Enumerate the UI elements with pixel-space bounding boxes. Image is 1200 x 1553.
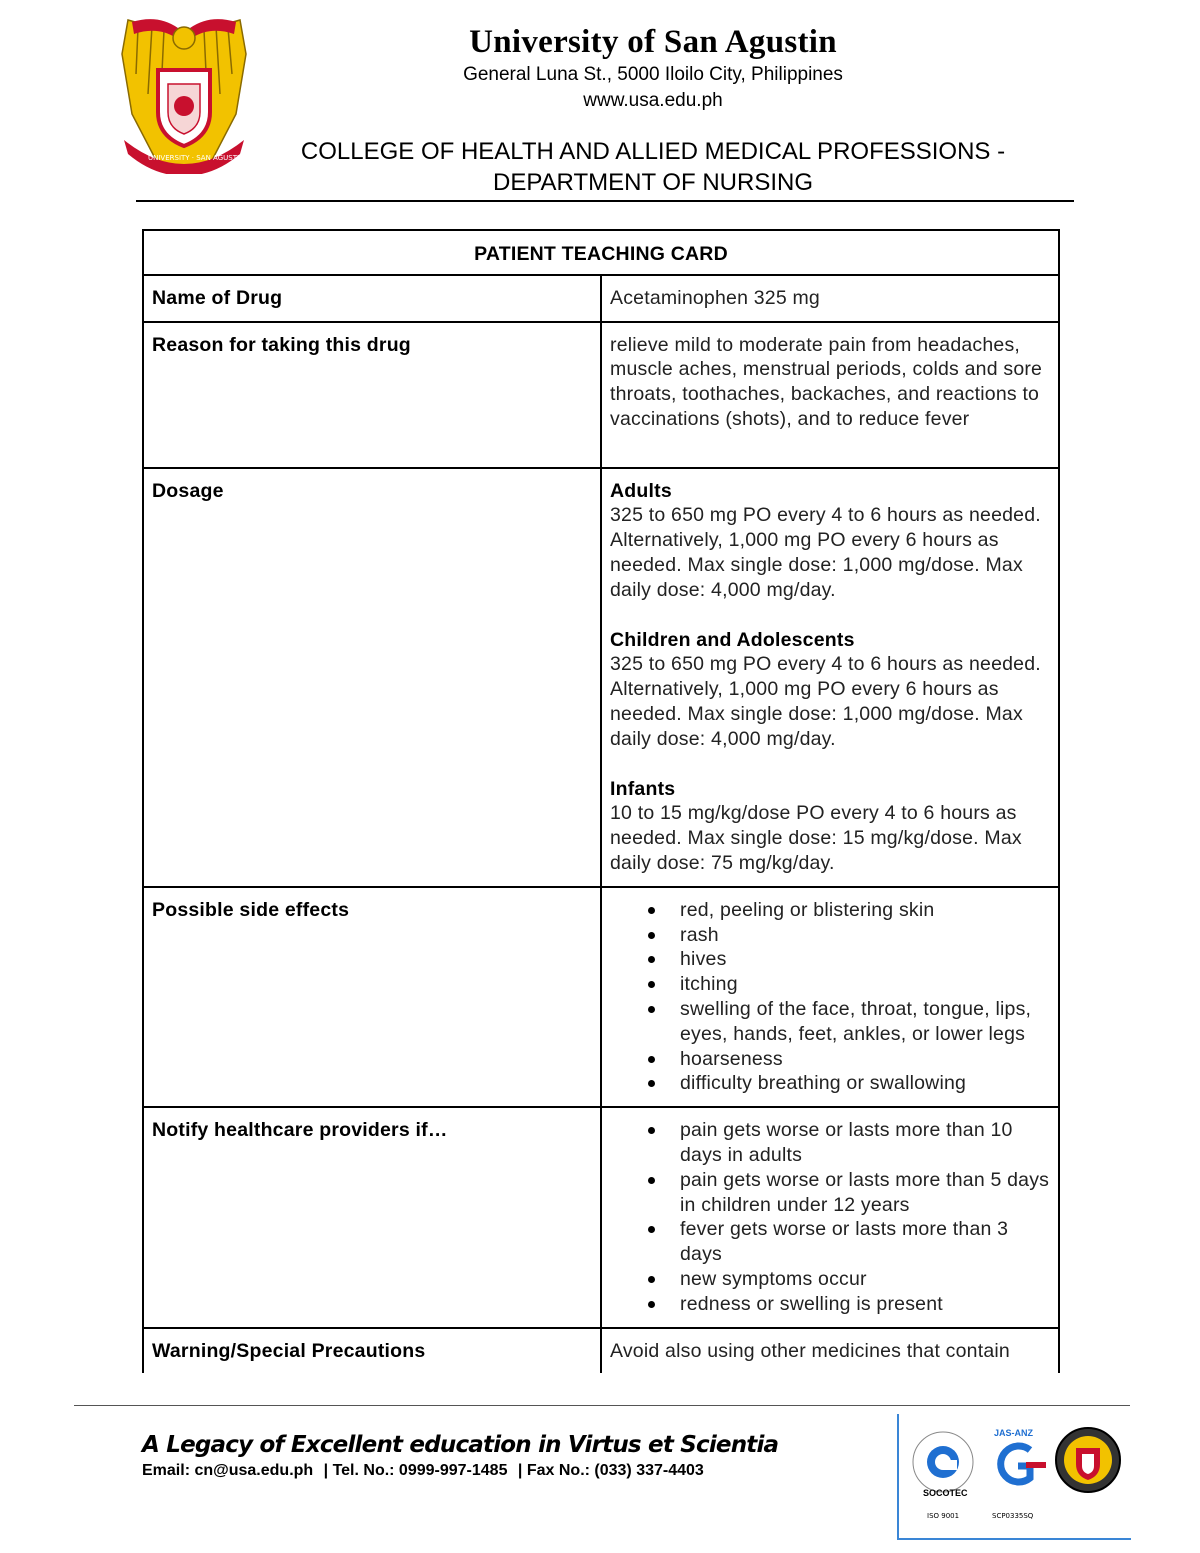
list-item: itching (680, 972, 1050, 997)
notify-row (143, 1107, 1059, 1327)
notify-list (610, 1118, 1050, 1316)
footer-motto: A Legacy of Excellent education in Virtus et Scientia (142, 1432, 779, 1458)
list-item: pain gets worse or lasts more than 10 days in adults (680, 1118, 1050, 1168)
dosage-infants-heading: Infants (610, 777, 676, 800)
footer-tel: | Tel. No.: 0999-997-1485 (323, 1462, 508, 1479)
header-divider (136, 200, 1074, 202)
footer-divider (74, 1405, 1130, 1406)
university-address: General Luna St., 5000 Iloilo City, Philippines (463, 64, 843, 85)
side-effects-value (601, 887, 1059, 1107)
list-item: redness or swelling is present (680, 1292, 1050, 1317)
college-line-1: COLLEGE OF HEALTH AND ALLIED MEDICAL PROFESSIONS - (300, 138, 1006, 165)
university-name: University of San Agustin (469, 24, 837, 60)
dosage-row (143, 468, 1059, 887)
dosage-adults-text: 325 to 650 mg PO every 4 to 6 hours as needed. Alternatively, 1,000 mg PO every 6 hours as needed. Max single dose: 1,000 mg/dose. Max daily dose: 4,000 mg/day. (610, 504, 1041, 601)
side-effects-list (610, 898, 1050, 1096)
warning-label: Warning/Special Precautions (143, 1328, 601, 1374)
socotec-label: SOCOTEC (923, 1488, 968, 1498)
dosage-value (601, 468, 1059, 887)
warning-row (143, 1328, 1059, 1374)
card-title-row (143, 230, 1059, 275)
socotec-cert-logo (905, 1424, 981, 1524)
reason-label: Reason for taking this drug (143, 322, 601, 468)
notify-label: Notify healthcare providers if… (143, 1107, 601, 1327)
patient-teaching-card (142, 229, 1060, 1373)
dosage-children-heading: Children and Adolescents (610, 628, 855, 651)
college-seal-logo (1054, 1422, 1122, 1498)
list-item: hives (680, 947, 1050, 972)
dosage-label: Dosage (143, 468, 601, 887)
side-effects-label: Possible side effects (143, 887, 601, 1107)
drug-value: Acetaminophen 325 mg (601, 275, 1059, 322)
jas-anz-label: JAS-ANZ (994, 1428, 1034, 1438)
cert-code-label: SCP0335SQ (992, 1512, 1034, 1520)
list-item: rash (680, 923, 1050, 948)
dosage-adults-heading: Adults (610, 479, 672, 502)
university-website[interactable]: www.usa.edu.ph (583, 90, 723, 111)
list-item: red, peeling or blistering skin (680, 898, 1050, 923)
list-item: pain gets worse or lasts more than 5 days in children under 12 years (680, 1168, 1050, 1216)
footer-email[interactable]: Email: cn@usa.edu.ph (142, 1462, 314, 1479)
drug-row (143, 275, 1059, 322)
jas-anz-cert-logo (990, 1426, 1052, 1522)
list-item: hoarseness (680, 1047, 1050, 1072)
college-line-2: DEPARTMENT OF NURSING (492, 169, 814, 196)
logo-banner-text: UNIVERSITY · SAN AGUSTIN (148, 154, 245, 162)
reason-value: relieve mild to moderate pain from headaches, muscle aches, menstrual periods, colds and sore throats, toothaches, backaches, and reactions to vaccinations (shots), and to reduce fever (601, 322, 1059, 468)
list-item: swelling of the face, throat, tongue, lips, eyes, hands, feet, ankles, or lower legs (680, 997, 1050, 1047)
footer-fax: | Fax No.: (033) 337-4403 (517, 1462, 704, 1479)
dosage-children-text: 325 to 650 mg PO every 4 to 6 hours as needed. Alternatively, 1,000 mg PO every 6 hours as needed. Max single dose: 1,000 mg/dose. Max daily dose: 4,000 mg/day. (610, 653, 1041, 750)
warning-value: Avoid also using other medicines that contain (601, 1328, 1059, 1374)
notify-value (601, 1107, 1059, 1327)
iso-label: ISO 9001 (927, 1512, 960, 1520)
footer-contact (142, 1462, 710, 1480)
reason-row (143, 322, 1059, 468)
side-effects-row (143, 887, 1059, 1107)
list-item: difficulty breathing or swallowing (680, 1071, 1050, 1096)
dosage-infants-text: 10 to 15 mg/kg/dose PO every 4 to 6 hours as needed. Max single dose: 15 mg/kg/dose. Max daily dose: 75 mg/kg/day. (610, 802, 1022, 874)
card-title: PATIENT TEACHING CARD (143, 230, 1059, 275)
college-department (0, 136, 1200, 198)
list-item: fever gets worse or lasts more than 3 days (680, 1217, 1050, 1267)
list-item: new symptoms occur (680, 1267, 1050, 1292)
drug-label: Name of Drug (143, 275, 601, 322)
